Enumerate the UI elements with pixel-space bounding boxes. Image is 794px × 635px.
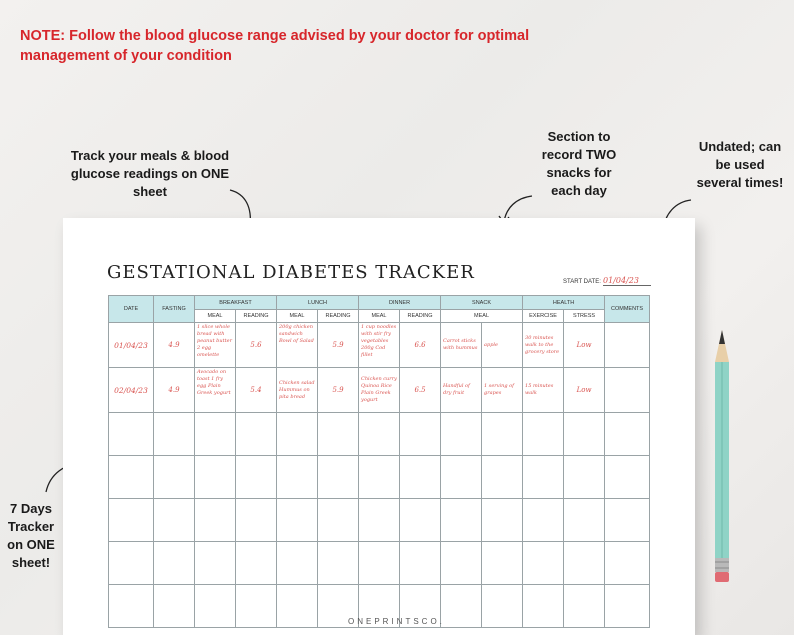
subheader-lunch-reading: READING [318,310,359,323]
row-lunch-reading: 5.9 [318,323,359,368]
row-date: 01/04/23 [109,323,154,368]
callout-meals: Track your meals & blood glucose readings on ONE sheet [70,148,230,199]
table-row [109,323,650,368]
header-lunch: LUNCH [277,296,359,310]
subheader-dinner-meal: MEAL [359,310,400,323]
row-dinner-reading: 6.6 [400,323,441,368]
table-row-empty [109,499,650,542]
row-stress: Low [564,368,605,413]
start-date-value: 01/04/23 [603,276,651,286]
row-lunch-meal: Chicken salad Hummus on pita bread [277,368,318,413]
subheader-breakfast-reading: READING [236,310,277,323]
callout-snacks: Section to record TWO snacks for each day [541,129,617,198]
callout-undated: Undated; can be used several times! [696,139,784,190]
row-exercise: 15 minutes walk [523,368,564,413]
subheader-dinner-reading: READING [400,310,441,323]
row-comments [605,368,650,413]
row-fasting: 4.9 [154,368,195,413]
note-text: NOTE: Follow the blood glucose range advised by your doctor for optimal management of your condition [20,28,530,64]
header-fasting: FASTING [154,296,195,323]
brand-name: ONEPRINTSCO. [348,617,445,626]
row-dinner-meal: Chicken curry Quinoa Rice Plain Greek yogurt [359,368,400,413]
header-breakfast: BREAKFAST [195,296,277,310]
table-row-empty [109,542,650,585]
subheader-exercise: EXERCISE [523,310,564,323]
row-exercise: 30 minutes walk to the grocery store [523,323,564,368]
table-row-empty [109,456,650,499]
row-breakfast-meal: 1 slice whole bread with peanut butter 2 egg omelette [195,323,236,368]
row-stress: Low [564,323,605,368]
row-snack-2: 1 serving of grapes [482,368,523,413]
subheader-lunch-meal: MEAL [277,310,318,323]
subheader-stress: STRESS [564,310,605,323]
start-date-label: START DATE: [563,279,601,285]
row-comments [605,323,650,368]
tracker-table [108,295,650,628]
row-date: 02/04/23 [109,368,154,413]
row-snack-1: Carrot sticks with hummus [441,323,482,368]
tracker-sheet [63,218,695,635]
row-dinner-meal: 1 cup noodles with stir fry vegetables 200g Cod fillet [359,323,400,368]
table-row-empty [109,413,650,456]
row-lunch-reading: 5.9 [318,368,359,413]
row-dinner-reading: 6.5 [400,368,441,413]
row-breakfast-reading: 5.6 [236,323,277,368]
subheader-breakfast-meal: MEAL [195,310,236,323]
row-breakfast-reading: 5.4 [236,368,277,413]
row-snack-2: apple [482,323,523,368]
row-lunch-meal: 200g chicken sandwich Bowl of Salad [277,323,318,368]
subheader-snack-meal: MEAL [441,310,523,323]
header-snack: SNACK [441,296,523,310]
row-breakfast-meal: Avocado on toast 1 fry egg Plain Greek yogurt [195,368,236,413]
table-row [109,368,650,413]
row-fasting: 4.9 [154,323,195,368]
header-comments: COMMENTS [605,296,650,323]
pencil-icon [710,328,734,586]
header-health: HEALTH [523,296,605,310]
row-snack-1: Handful of dry fruit [441,368,482,413]
callout-seven-days: 7 Days Tracker on ONE sheet! [7,501,55,570]
header-dinner: DINNER [359,296,441,310]
header-date: DATE [109,296,154,323]
page-title: GESTATIONAL DIABETES TRACKER [107,262,475,283]
